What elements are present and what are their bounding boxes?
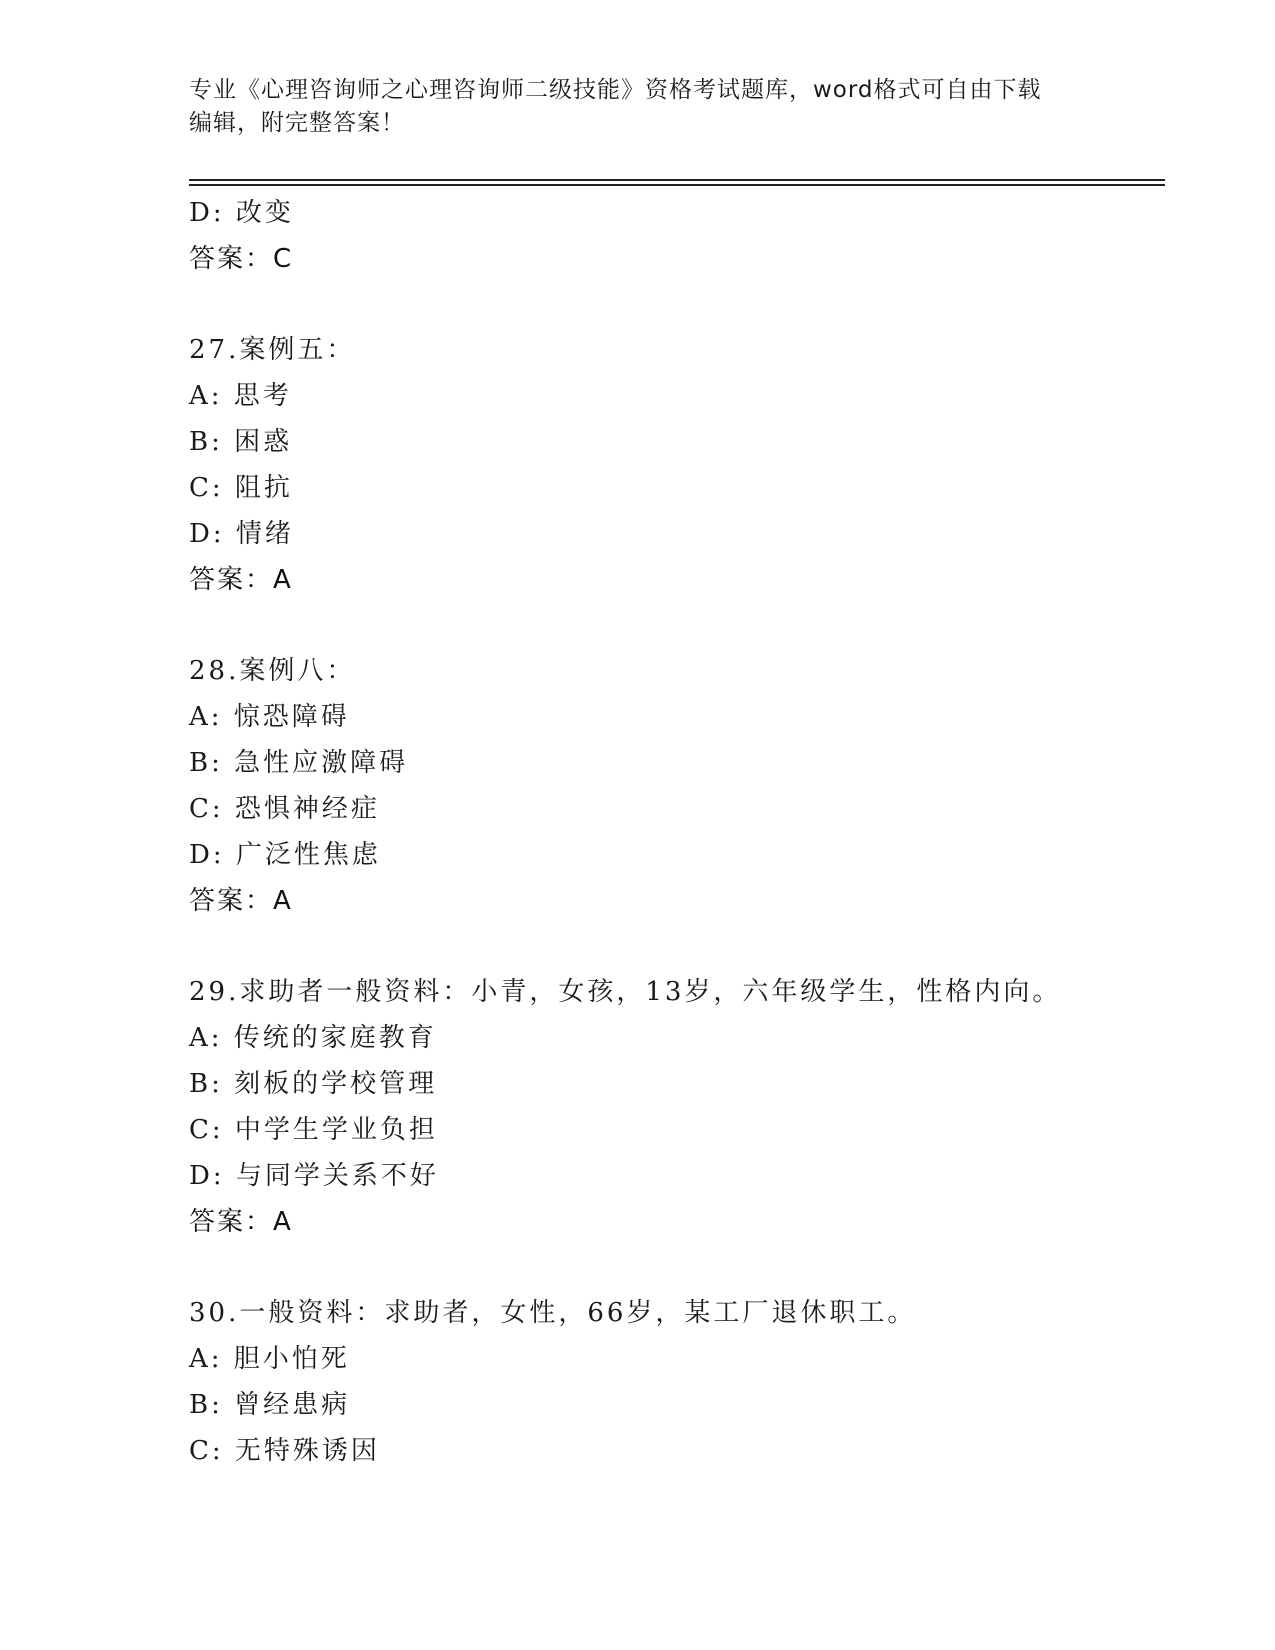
option-d: D: 与同学关系不好 [189, 1161, 439, 1191]
option-a: A: 惊恐障碍 [189, 702, 350, 732]
question-fragment [189, 190, 1165, 282]
option-c: C: 无特殊诱因 [189, 1436, 380, 1466]
answer-line: 答案：A [189, 1207, 293, 1237]
option-b: B: 困惑 [189, 427, 293, 457]
header-rule-bottom [189, 184, 1165, 186]
option-b: B: 刻板的学校管理 [189, 1069, 438, 1099]
spacer [189, 1245, 1165, 1290]
question-list [189, 190, 1165, 1474]
question-stem: 27.案例五： [189, 335, 356, 365]
option-a: A: 胆小怕死 [189, 1344, 350, 1374]
header-rule-top [189, 179, 1165, 181]
answer-line: 答案：C [189, 244, 294, 274]
question-27 [189, 327, 1165, 603]
spacer [189, 603, 1165, 648]
option-a: A: 传统的家庭教育 [189, 1023, 437, 1053]
option-c: C: 中学生学业负担 [189, 1115, 438, 1145]
option-d: D: 广泛性焦虑 [189, 840, 381, 870]
answer-line: 答案：A [189, 886, 293, 916]
question-28 [189, 648, 1165, 924]
option-b: B: 急性应激障碍 [189, 748, 409, 778]
question-stem: 28.案例八： [189, 656, 356, 686]
document-header [189, 74, 1089, 140]
option-d: D: 改变 [189, 198, 294, 228]
question-30 [189, 1290, 1165, 1474]
option-c: C: 阻抗 [189, 473, 293, 503]
option-b: B: 曾经患病 [189, 1390, 351, 1420]
spacer [189, 282, 1165, 327]
answer-line: 答案：A [189, 565, 293, 595]
header-line-1: 专业《心理咨询师之心理咨询师二级技能》资格考试题库，word格式可自由下载 [189, 77, 1042, 103]
question-stem: 29.求助者一般资料：小青，女孩，13岁，六年级学生，性格内向。 [189, 977, 1062, 1007]
question-29 [189, 969, 1165, 1245]
option-d: D: 情绪 [189, 519, 294, 549]
option-a: A: 思考 [189, 381, 292, 411]
spacer [189, 924, 1165, 969]
option-c: C: 恐惧神经症 [189, 794, 380, 824]
header-line-2: 编辑，附完整答案！ [189, 110, 405, 136]
question-stem: 30.一般资料：求助者，女性，66岁，某工厂退休职工。 [189, 1298, 917, 1328]
